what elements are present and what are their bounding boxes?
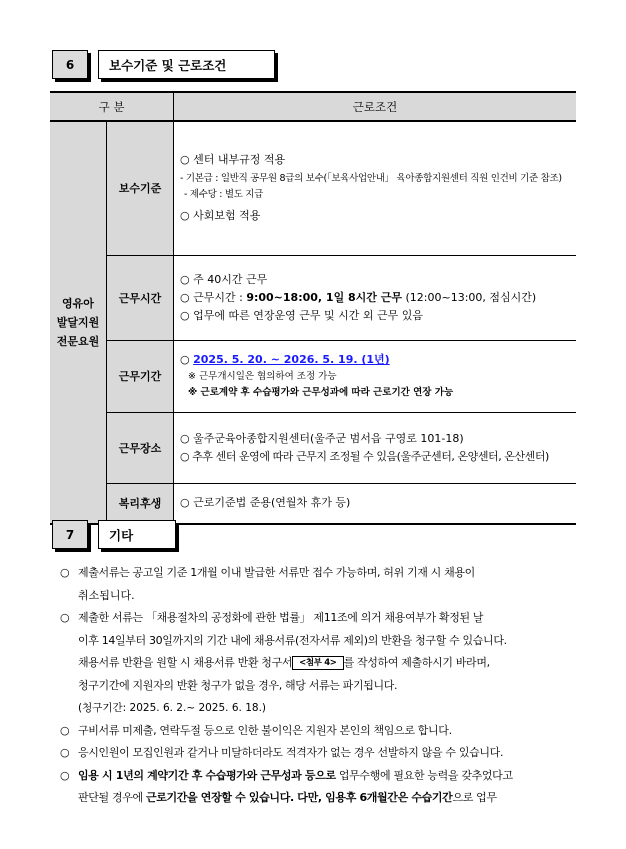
category-line: 전문요원 bbox=[56, 335, 100, 348]
table-row bbox=[50, 340, 576, 412]
row-content bbox=[174, 412, 577, 483]
table-row bbox=[50, 412, 576, 483]
row-content bbox=[174, 121, 577, 255]
header-category: 구 분 bbox=[50, 92, 174, 121]
category-cell bbox=[50, 121, 107, 524]
condition-line: ○ 2025. 5. 20. ~ 2026. 5. 19. (1년) bbox=[180, 353, 390, 366]
condition-line: ○ 울주군육아종합지원센터(울주군 범서읍 구영로 101-18) bbox=[180, 431, 464, 445]
row-content bbox=[174, 255, 577, 340]
circle-bullet-icon: ○ bbox=[60, 566, 70, 579]
row-label: 근무시간 bbox=[107, 255, 174, 340]
condition-line: ○ 근무시간 : 9:00~18:00, 1일 8시간 근무 (12:00~13:00, 점심시간) bbox=[180, 290, 537, 304]
list-item: ○ 제출서류는 공고일 기준 1개월 이내 발급한 서류만 접수 가능하며, 허위 기재 시 채용이 취소됩니다. bbox=[60, 562, 580, 607]
work-conditions-table bbox=[50, 91, 576, 525]
contract-period-link[interactable]: 2025. 5. 20. ~ 2026. 5. 19. (1년) bbox=[193, 353, 390, 366]
circle-bullet-icon: ○ bbox=[60, 611, 70, 624]
claim-period: (청구기간: 2025. 6. 2.~ 2025. 6. 18.) bbox=[78, 702, 266, 714]
section-number: 7 bbox=[52, 520, 88, 549]
condition-line: ○ 사회보험 적용 bbox=[180, 209, 261, 223]
list-item: ○ 제출한 서류는 「채용절차의 공정화에 관한 법률」 제11조에 의거 채용여부가 확정된 날 이후 14일부터 30일까지의 기간 내에 채용서류(전자서류 제외)의 반환을 청구할 수 있습니다. 채용서류 반환을 원할 시 채용서류 반환 청구서 <첨부 4> 를 작성하여 제출하시기 바라며, 청구기간에 지원자의 반환 청구가 없을 경우, 해당 서류는 파기됩니다. (청구기간: 2025. 6. 2.~ 2025. 6. 18.) bbox=[60, 607, 580, 720]
condition-line: ○ 주 40시간 근무 bbox=[180, 272, 268, 286]
section-title: 보수기준 및 근로조건 bbox=[98, 50, 275, 79]
table-row bbox=[50, 255, 576, 340]
attachment-badge: <첨부 4> bbox=[292, 656, 343, 670]
header-condition: 근로조건 bbox=[174, 92, 577, 121]
section-7-header bbox=[52, 520, 176, 549]
category-line: 영유아 bbox=[62, 297, 94, 310]
list-item: ○ 응시인원이 모집인원과 같거나 미달하더라도 적격자가 없는 경우 선발하지 않을 수 있습니다. bbox=[60, 742, 580, 765]
work-hours-text: 9:00~18:00, 1일 8시간 근무 bbox=[246, 290, 403, 304]
condition-line: ○ 근로기준법 준용(연월차 휴가 등) bbox=[180, 496, 351, 510]
notes-list bbox=[60, 562, 580, 810]
condition-line: - 제수당 : 별도 지급 bbox=[184, 189, 264, 201]
section-title: 기타 bbox=[98, 520, 176, 549]
category-line: 발달지원 bbox=[56, 316, 100, 329]
list-item: ○ 구비서류 미제출, 연락두절 등으로 인한 불이익은 지원자 본인의 책임으로 합니다. bbox=[60, 720, 580, 743]
row-content bbox=[174, 340, 577, 412]
condition-line: ○ 업무에 따른 연장운영 근무 및 시간 외 근무 있음 bbox=[180, 308, 423, 322]
section-6-header bbox=[52, 50, 275, 79]
circle-bullet-icon: ○ bbox=[60, 723, 70, 737]
circle-bullet-icon: ○ bbox=[60, 768, 70, 782]
table-header-row bbox=[50, 92, 576, 121]
row-content bbox=[174, 483, 577, 524]
table-row bbox=[50, 483, 576, 524]
section-number: 6 bbox=[52, 50, 88, 79]
circle-bullet-icon: ○ bbox=[60, 746, 70, 759]
condition-line: ○ 추후 센터 운영에 따라 근무지 조정될 수 있음(울주군센터, 온양센터, 온산센터) bbox=[180, 449, 549, 463]
row-label: 복리후생 bbox=[107, 483, 174, 524]
condition-line: - 기본급 : 일반직 공무원 8급의 보수(「보육사업안내」 육아종합지원센터 직원 인건비 기준 참조) bbox=[180, 173, 562, 185]
row-label: 보수기준 bbox=[107, 121, 174, 255]
condition-note: ※ 근무개시일은 협의하여 조정 가능 bbox=[188, 371, 337, 382]
table-row bbox=[50, 121, 576, 255]
list-item: ○ 임용 시 1년의 계약기간 후 수습평가와 근무성과 등으로 업무수행에 필요한 능력을 갖추었다고 판단될 경우에 근로기간을 연장할 수 있습니다. 다만, 임용후 6개월간은 수습기간으로 업무 bbox=[60, 765, 580, 810]
row-label: 근무장소 bbox=[107, 412, 174, 483]
row-label: 근무기간 bbox=[107, 340, 174, 412]
condition-note: ※ 근로계약 후 수습평가와 근무성과에 따라 근로기간 연장 가능 bbox=[188, 387, 454, 398]
condition-line: ○ 센터 내부규정 적용 bbox=[180, 153, 286, 167]
